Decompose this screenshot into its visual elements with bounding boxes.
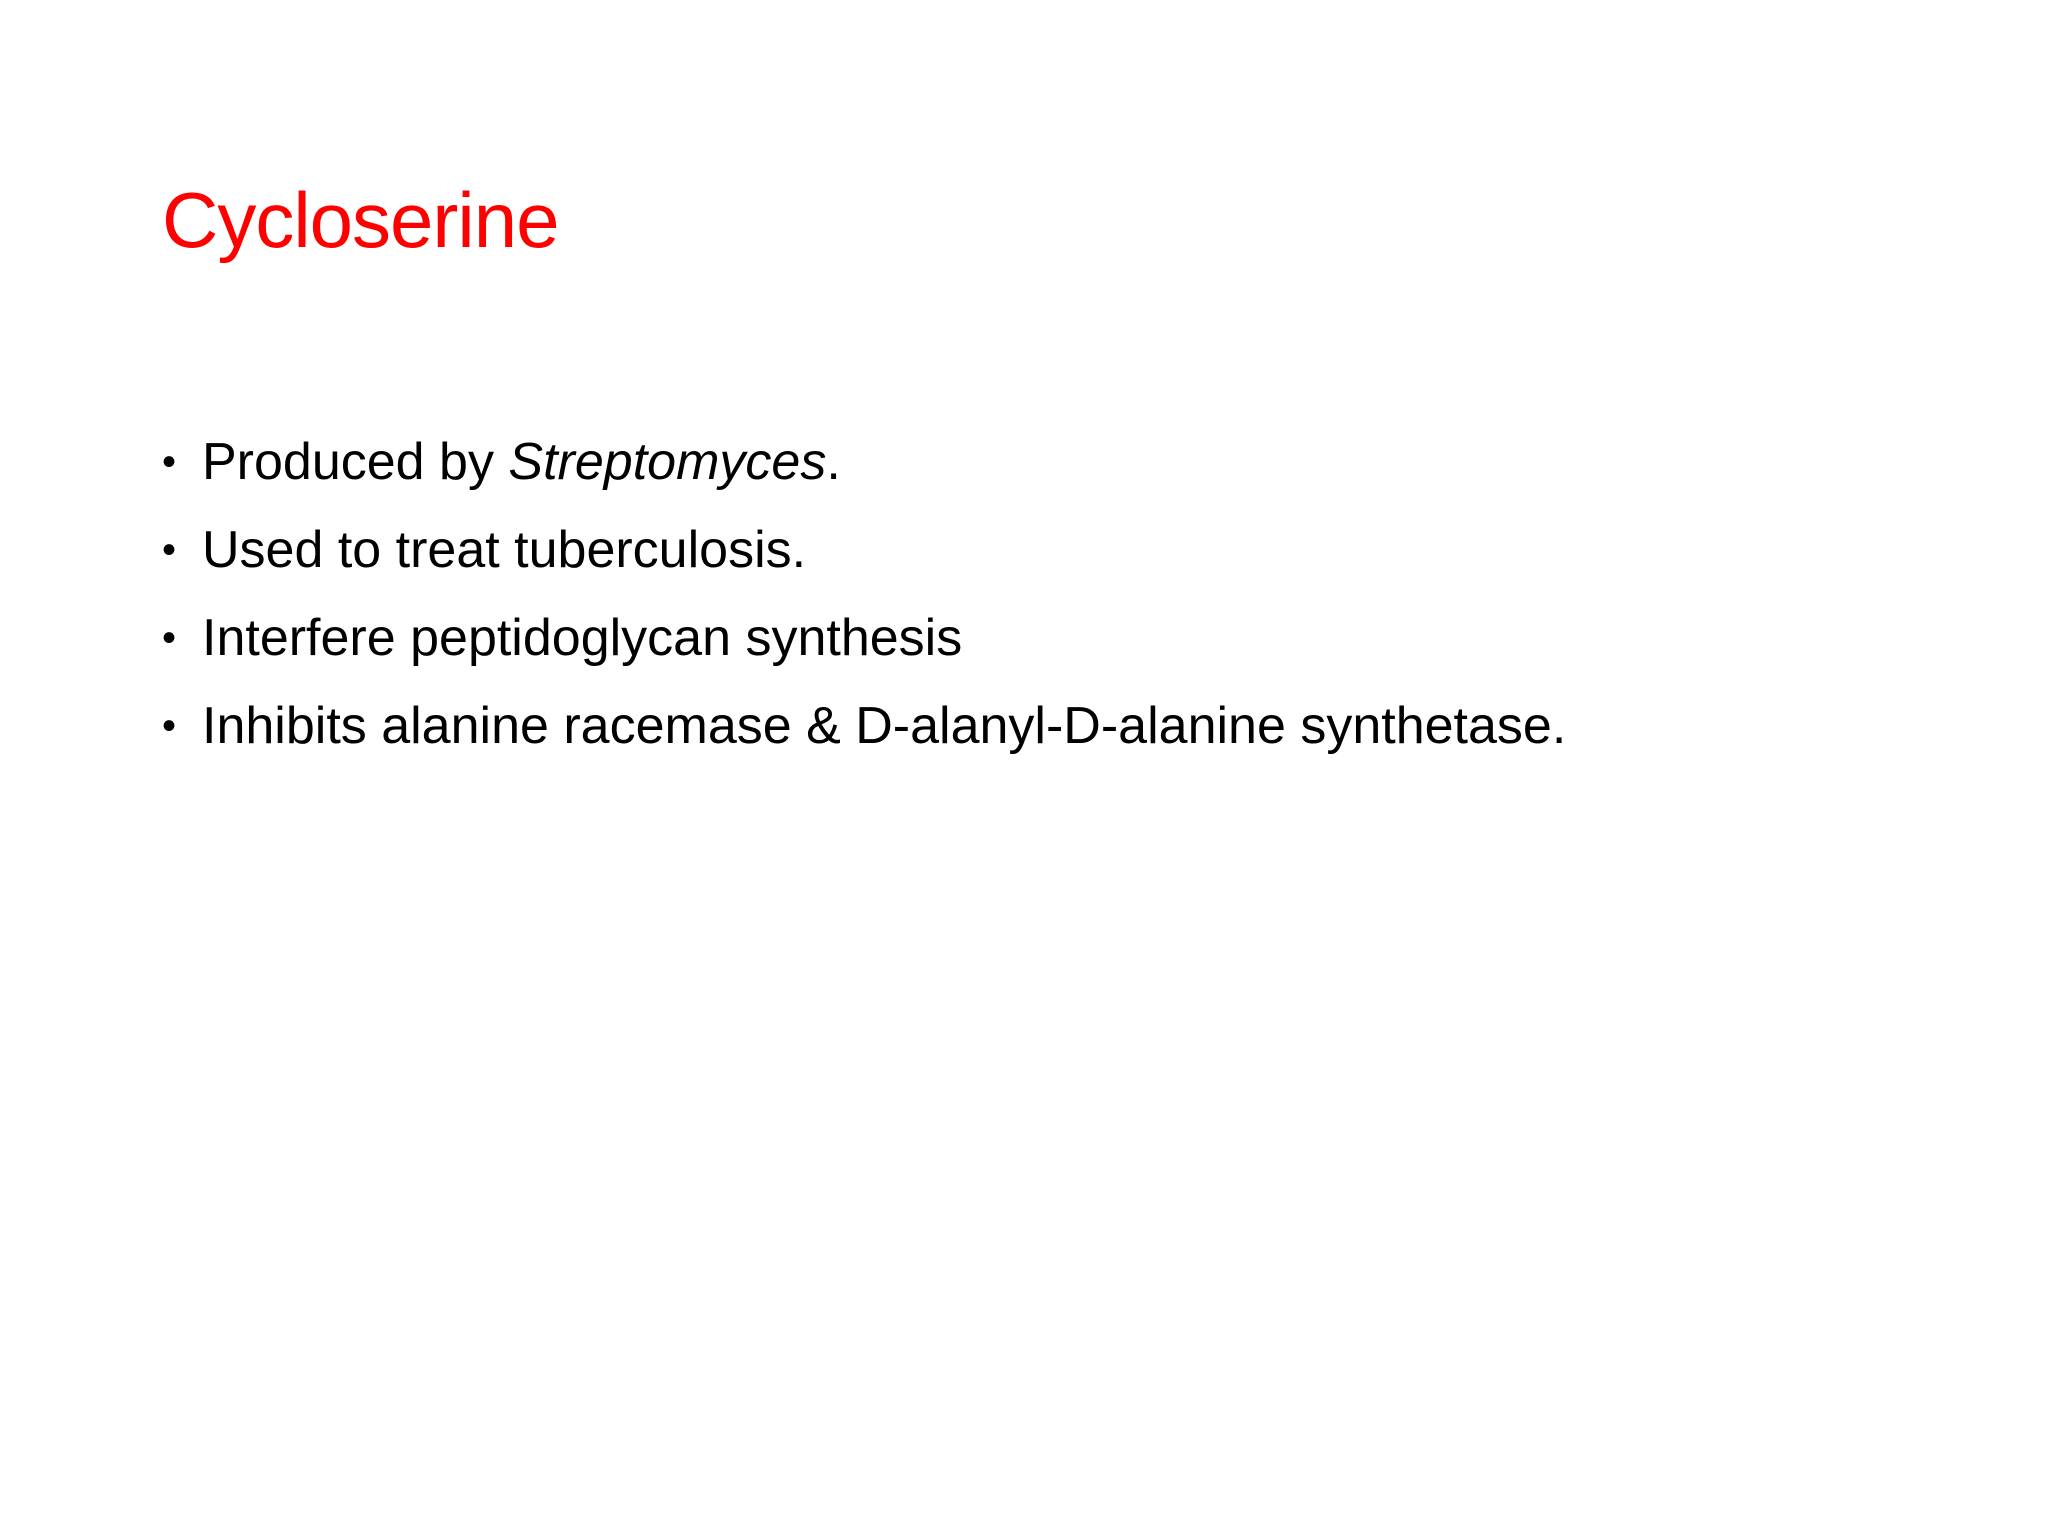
bullet-text-emphasis: Streptomyces <box>508 433 827 491</box>
bullet-text: Used to treat tuberculosis. <box>202 521 807 579</box>
bullet-text: Inhibits alanine racemase & D-alanyl-D-alanine synthetase. <box>202 697 1567 755</box>
bullet-icon: • <box>162 440 177 484</box>
bullet-icon: • <box>162 528 177 572</box>
bullet-icon: • <box>162 616 177 660</box>
slide-title: Cycloserine <box>162 176 559 264</box>
bullet-item <box>162 506 1566 594</box>
bullet-list <box>162 418 1566 770</box>
bullet-icon: • <box>162 704 177 748</box>
bullet-text: Interfere peptidoglycan synthesis <box>202 609 963 667</box>
bullet-item <box>162 418 1566 506</box>
bullet-text-suffix: . <box>826 433 841 491</box>
bullet-item <box>162 594 1566 682</box>
bullet-text-prefix: Produced by <box>202 433 509 491</box>
bullet-item <box>162 682 1566 770</box>
